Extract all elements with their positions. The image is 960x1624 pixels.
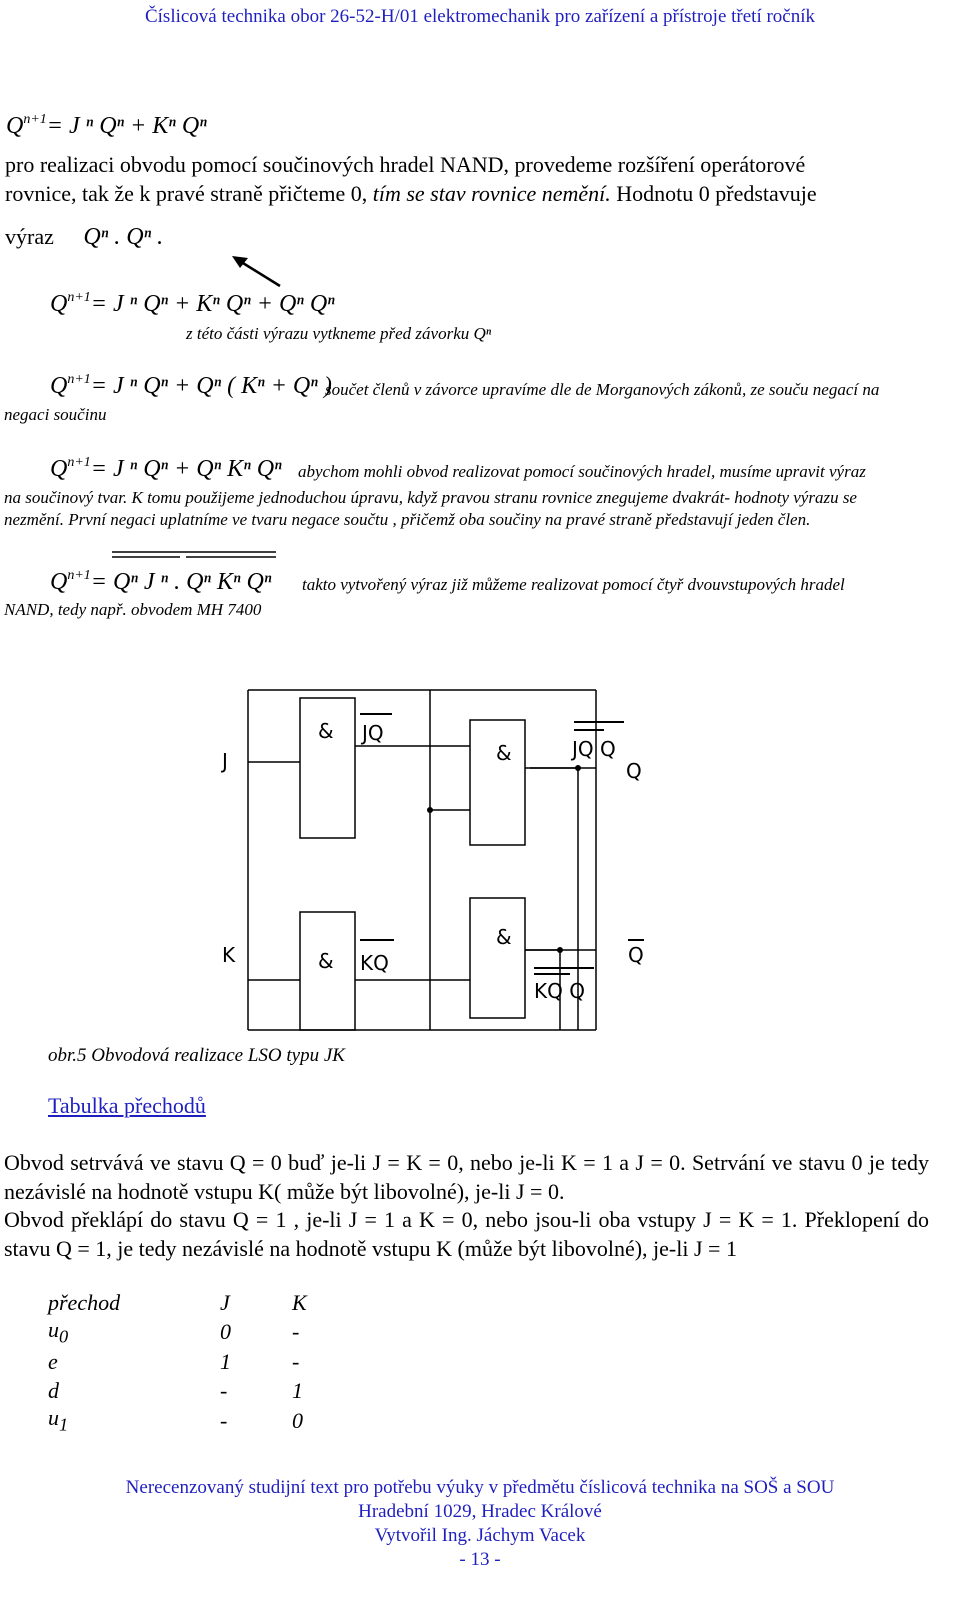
equation-3: $Q^{n+1}= J$ ⁿ Qⁿ + Qⁿ ( Kⁿ + Qⁿ ): [50, 372, 332, 399]
intro-line-1: pro realizaci obvodu pomocí součinových hradel NAND, provedeme rozšíření operátorové: [5, 152, 806, 177]
label-jq: JQ: [362, 721, 384, 745]
equation-5-note-cont: NAND, tedy např. obvodem MH 7400: [4, 600, 262, 619]
table-header: K: [292, 1289, 307, 1315]
nand-gate-2: [470, 720, 525, 845]
jk-circuit-diagram: [0, 680, 960, 1060]
table-row: $u_1$ - 0: [48, 1405, 303, 1435]
intro-line-3: výraz Qⁿ . Qⁿ .: [5, 224, 164, 250]
figure-caption: obr.5 Obvodová realizace LSO typu JK: [48, 1045, 345, 1066]
table-row: $u_0$ 0 -: [48, 1317, 300, 1347]
double-negation-bars: [110, 548, 280, 566]
transition-table: [48, 1288, 307, 1436]
equation-2-note: z této části výrazu vytkneme před závorku Qⁿ: [186, 324, 492, 343]
label-k: K: [222, 943, 236, 967]
table-header: přechod: [48, 1289, 121, 1315]
table-header: J: [220, 1289, 230, 1315]
label-j: J: [222, 749, 228, 773]
label-kqq: KQ Q: [534, 979, 585, 1003]
equation-4-note: abychom mohli obvod realizovat pomocí součinových hradel, musíme upravit výraz: [298, 462, 866, 481]
page-header: Číslicová technika obor 26-52-H/01 elektromechanik pro zařízení a přístroje třetí ročník: [144, 6, 816, 27]
equation-3-note-cont: negaci součinu: [4, 405, 107, 424]
gate-3-symbol: &: [318, 949, 334, 973]
equation-5: $Q^{n+1}= Q^n$ J ⁿ . Qⁿ Kⁿ Qⁿ: [50, 568, 272, 595]
gate-1-symbol: &: [318, 719, 334, 743]
gate-2-symbol: &: [496, 741, 512, 765]
label-kq: KQ: [360, 951, 389, 975]
footer-line-3: Vytvořil Ing. Jáchym Vacek: [374, 1525, 586, 1546]
equation-3-note: součet členů v závorce upravíme dle de Morganových zákonů, ze souču negací na: [325, 380, 880, 399]
footer: [0, 1476, 960, 1572]
equation-2: $Q^{n+1}= J$ ⁿ Qⁿ + Kⁿ Qⁿ + Qⁿ Qⁿ: [50, 290, 335, 317]
equation-5-note: takto vytvořený výraz již můžeme realizovat pomocí čtyř dvouvstupových hradel: [302, 575, 845, 594]
table-row: e 1 -: [48, 1348, 300, 1374]
equation-1: $Q^{n+1}= J$ ⁿ Qⁿ + Kⁿ Qⁿ: [6, 112, 207, 139]
footer-line-2: Hradební 1029, Hradec Králové: [358, 1501, 602, 1522]
footer-line-1: Nerecenzovaný studijní text pro potřebu výuky v předmětu číslicová technika na SOŠ a SOU: [125, 1477, 835, 1498]
intro-line-2: rovnice, tak že k pravé straně přičteme 0, tím se stav rovnice nemění. Hodnotu 0 představuje: [5, 181, 817, 206]
nand-gate-4: [470, 898, 525, 1018]
label-q: Q: [626, 759, 642, 783]
section-link-tabulka[interactable]: Tabulka přechodů: [48, 1093, 206, 1118]
equation-4: $Q^{n+1}= J$ ⁿ Qⁿ + Qⁿ Kⁿ Qⁿ: [50, 455, 282, 482]
table-row: d - 1: [48, 1377, 303, 1403]
body-paragraph-1: Obvod setrvává ve stavu Q = 0 buď je-li J = K = 0, nebo je-li K = 1 a J = 0. Setrvání ve stavu 0 je tedy nezávislé na hodnotě vstupu K( může být libovolné), je-li J = 0.: [4, 1150, 929, 1204]
gate-4-symbol: &: [496, 925, 512, 949]
body-paragraph-2: Obvod překlápí do stavu Q = 1 , je-li J = 1 a K = 0, nebo jsou-li oba vstupy J = K = 1. Překlopení do stavu Q = 1, je tedy nezávislé na hodnotě vstupu K (může být libovolné), je-li J = 1: [4, 1207, 929, 1261]
page-number: - 13 -: [459, 1549, 501, 1570]
arrow-icon: [228, 250, 288, 294]
equation-4-note-cont2: nezmění. První negaci uplatníme ve tvaru negace součtu , přičemž oba součiny na pravé straně představují jeden člen.: [4, 510, 811, 529]
equation-4-note-cont1: na součinový tvar. K tomu použijeme jednoduchou úpravu, když pravou stranu rovnice znegujeme dvakrát- hodnoty výrazu se: [4, 488, 857, 507]
label-qbar: Q: [628, 943, 644, 967]
label-jqq: JQ Q: [572, 737, 616, 761]
table-header-row: [48, 1288, 307, 1317]
